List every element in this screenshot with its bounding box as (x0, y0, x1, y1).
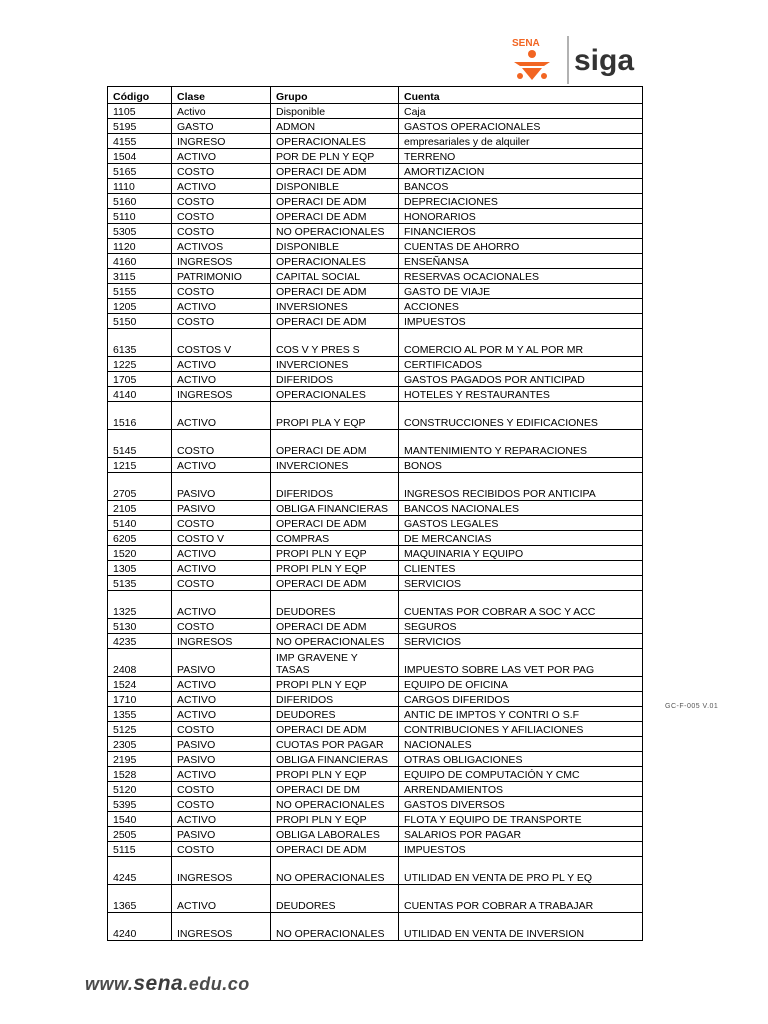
cell-account: DE MERCANCIAS (399, 531, 643, 546)
cell-code: 5395 (108, 797, 172, 812)
table-header-row (108, 87, 643, 104)
cell-group: DEUDORES (271, 885, 399, 913)
cell-group: INVERCIONES (271, 458, 399, 473)
cell-code: 5125 (108, 722, 172, 737)
cell-account: NACIONALES (399, 737, 643, 752)
cell-code: 5140 (108, 516, 172, 531)
table-row (108, 591, 643, 619)
cell-group: OPERACI DE ADM (271, 576, 399, 591)
cell-group: NO OPERACIONALES (271, 913, 399, 941)
cell-code: 1516 (108, 402, 172, 430)
table-row (108, 119, 643, 134)
cell-class: Activo (172, 104, 271, 119)
cell-code: 1520 (108, 546, 172, 561)
table-row (108, 372, 643, 387)
table-row (108, 842, 643, 857)
cell-class: ACTIVO (172, 458, 271, 473)
cell-class: PASIVO (172, 737, 271, 752)
cell-account: CARGOS DIFERIDOS (399, 692, 643, 707)
cell-code: 5130 (108, 619, 172, 634)
cell-class: ACTIVO (172, 149, 271, 164)
table-row (108, 634, 643, 649)
cell-code: 1705 (108, 372, 172, 387)
table-row (108, 402, 643, 430)
header-account: Cuenta (399, 87, 643, 104)
cell-class: INGRESOS (172, 254, 271, 269)
cell-code: 5110 (108, 209, 172, 224)
table-row (108, 782, 643, 797)
cell-class: ACTIVO (172, 372, 271, 387)
cell-class: ACTIVO (172, 812, 271, 827)
cell-code: 5160 (108, 194, 172, 209)
table-body (108, 104, 643, 941)
table-row (108, 737, 643, 752)
cell-account: CUENTAS POR COBRAR A SOC Y ACC (399, 591, 643, 619)
cell-account: SERVICIOS (399, 576, 643, 591)
cell-account: INGRESOS RECIBIDOS POR ANTICIPA (399, 473, 643, 501)
cell-group: NO OPERACIONALES (271, 797, 399, 812)
cell-group: OPERACIONALES (271, 134, 399, 149)
cell-class: PASIVO (172, 473, 271, 501)
cell-code: 1205 (108, 299, 172, 314)
cell-class: ACTIVO (172, 591, 271, 619)
cell-group: OPERACI DE ADM (271, 209, 399, 224)
cell-code: 6205 (108, 531, 172, 546)
logo-siga-text: siga (574, 44, 635, 77)
table-row (108, 707, 643, 722)
table-row (108, 269, 643, 284)
table-row (108, 164, 643, 179)
cell-group: IMP GRAVENE Y TASAS (271, 649, 399, 677)
cell-account: TERRENO (399, 149, 643, 164)
cell-code: 4140 (108, 387, 172, 402)
cell-code: 1710 (108, 692, 172, 707)
table-row (108, 677, 643, 692)
cell-account: CERTIFICADOS (399, 357, 643, 372)
cell-account: ARRENDAMIENTOS (399, 782, 643, 797)
cell-code: 5115 (108, 842, 172, 857)
logo-sena-text: SENA (512, 38, 540, 49)
cell-class: ACTIVO (172, 692, 271, 707)
cell-code: 2305 (108, 737, 172, 752)
table-row (108, 314, 643, 329)
cell-class: INGRESO (172, 134, 271, 149)
cell-code: 5135 (108, 576, 172, 591)
cell-group: OPERACI DE ADM (271, 619, 399, 634)
table-row (108, 387, 643, 402)
table-row (108, 561, 643, 576)
cell-class: ACTIVO (172, 885, 271, 913)
table-row (108, 149, 643, 164)
cell-code: 5305 (108, 224, 172, 239)
table-row (108, 329, 643, 357)
cell-code: 5195 (108, 119, 172, 134)
cell-account: SALARIOS POR PAGAR (399, 827, 643, 842)
table-row (108, 619, 643, 634)
cell-class: ACTIVO (172, 561, 271, 576)
cell-code: 4240 (108, 913, 172, 941)
table-row (108, 239, 643, 254)
table-row (108, 827, 643, 842)
cell-class: ACTIVO (172, 677, 271, 692)
cell-class: COSTO V (172, 531, 271, 546)
cell-account: ENSEÑANSA (399, 254, 643, 269)
table-row (108, 752, 643, 767)
table-row (108, 797, 643, 812)
table-row (108, 179, 643, 194)
cell-group: OPERACI DE ADM (271, 430, 399, 458)
table-row (108, 299, 643, 314)
cell-class: COSTO (172, 194, 271, 209)
cell-account: GASTOS PAGADOS POR ANTICIPAD (399, 372, 643, 387)
cell-account: CLIENTES (399, 561, 643, 576)
table-row (108, 546, 643, 561)
cell-group: PROPI PLA Y EQP (271, 402, 399, 430)
cell-account: ANTIC DE IMPTOS Y CONTRI O S.F (399, 707, 643, 722)
table-row (108, 576, 643, 591)
cell-group: CAPITAL SOCIAL (271, 269, 399, 284)
cell-account: BANCOS (399, 179, 643, 194)
cell-group: OPERACI DE ADM (271, 284, 399, 299)
cell-group: OPERACI DE DM (271, 782, 399, 797)
cell-code: 1215 (108, 458, 172, 473)
cell-account: DEPRECIACIONES (399, 194, 643, 209)
cell-code: 1504 (108, 149, 172, 164)
table-row (108, 531, 643, 546)
cell-group: PROPI PLN Y EQP (271, 812, 399, 827)
cell-account: RESERVAS OCACIONALES (399, 269, 643, 284)
cell-code: 4155 (108, 134, 172, 149)
table-row (108, 722, 643, 737)
cell-group: COS V Y PRES S (271, 329, 399, 357)
cell-class: COSTO (172, 314, 271, 329)
cell-code: 2408 (108, 649, 172, 677)
cell-code: 1365 (108, 885, 172, 913)
footer-prefix: www. (85, 974, 134, 994)
cell-code: 4245 (108, 857, 172, 885)
cell-group: OBLIGA FINANCIERAS (271, 752, 399, 767)
cell-account: OTRAS OBLIGACIONES (399, 752, 643, 767)
cell-code: 4235 (108, 634, 172, 649)
cell-account: CONSTRUCCIONES Y EDIFICACIONES (399, 402, 643, 430)
cell-group: OPERACIONALES (271, 387, 399, 402)
cell-account: GASTOS OPERACIONALES (399, 119, 643, 134)
cell-group: OPERACI DE ADM (271, 164, 399, 179)
cell-group: OPERACI DE ADM (271, 194, 399, 209)
cell-class: COSTO (172, 619, 271, 634)
cell-group: INVERCIONES (271, 357, 399, 372)
form-code-label: GC-F-005 V.01 (665, 703, 719, 710)
cell-group: POR DE PLN Y EQP (271, 149, 399, 164)
table-row (108, 501, 643, 516)
cell-group: DISPONIBLE (271, 179, 399, 194)
cell-class: PASIVO (172, 501, 271, 516)
cell-account: SERVICIOS (399, 634, 643, 649)
cell-group: NO OPERACIONALES (271, 634, 399, 649)
cell-account: UTILIDAD EN VENTA DE PRO PL Y EQ (399, 857, 643, 885)
cell-account: HOTELES Y RESTAURANTES (399, 387, 643, 402)
table-row (108, 885, 643, 913)
cell-group: PROPI PLN Y EQP (271, 677, 399, 692)
table-row (108, 913, 643, 941)
cell-class: COSTO (172, 576, 271, 591)
cell-class: COSTO (172, 516, 271, 531)
cell-code: 1528 (108, 767, 172, 782)
cell-account: IMPUESTOS (399, 314, 643, 329)
cell-class: PATRIMONIO (172, 269, 271, 284)
cell-class: INGRESOS (172, 387, 271, 402)
table-row (108, 767, 643, 782)
table-row (108, 812, 643, 827)
header-code: Código (108, 87, 172, 104)
cell-code: 5145 (108, 430, 172, 458)
cell-code: 1120 (108, 239, 172, 254)
cell-account: FINANCIEROS (399, 224, 643, 239)
cell-code: 5150 (108, 314, 172, 329)
table-row (108, 692, 643, 707)
cell-group: OBLIGA FINANCIERAS (271, 501, 399, 516)
cell-group: PROPI PLN Y EQP (271, 546, 399, 561)
cell-code: 2705 (108, 473, 172, 501)
cell-group: DEUDORES (271, 591, 399, 619)
cell-group: DIFERIDOS (271, 372, 399, 387)
sena-logo-icon (508, 34, 658, 86)
cell-group: ADMON (271, 119, 399, 134)
cell-group: OPERACI DE ADM (271, 722, 399, 737)
cell-class: COSTO (172, 842, 271, 857)
cell-code: 1105 (108, 104, 172, 119)
table-row (108, 209, 643, 224)
cell-code: 1524 (108, 677, 172, 692)
cell-group: Disponible (271, 104, 399, 119)
cell-group: DISPONIBLE (271, 239, 399, 254)
sena-siga-logo (508, 34, 658, 86)
account-table (107, 86, 643, 941)
cell-account: GASTO DE VIAJE (399, 284, 643, 299)
cell-account: CUENTAS DE AHORRO (399, 239, 643, 254)
cell-account: MAQUINARIA Y EQUIPO (399, 546, 643, 561)
cell-account: HONORARIOS (399, 209, 643, 224)
cell-class: ACTIVO (172, 707, 271, 722)
cell-class: COSTO (172, 722, 271, 737)
table-row (108, 516, 643, 531)
cell-account: MANTENIMIENTO Y REPARACIONES (399, 430, 643, 458)
cell-code: 1225 (108, 357, 172, 372)
cell-group: OBLIGA LABORALES (271, 827, 399, 842)
cell-code: 1305 (108, 561, 172, 576)
footer-suffix: .edu.co (183, 974, 250, 994)
cell-account: GASTOS DIVERSOS (399, 797, 643, 812)
cell-account: CUENTAS POR COBRAR A TRABAJAR (399, 885, 643, 913)
cell-code: 2505 (108, 827, 172, 842)
cell-account: EQUIPO DE OFICINA (399, 677, 643, 692)
cell-group: OPERACIONALES (271, 254, 399, 269)
cell-class: INGRESOS (172, 913, 271, 941)
cell-code: 2195 (108, 752, 172, 767)
cell-class: ACTIVO (172, 546, 271, 561)
cell-account: EQUIPO DE COMPUTACIÓN Y CMC (399, 767, 643, 782)
cell-account: COMERCIO AL POR M Y AL POR MR (399, 329, 643, 357)
cell-group: DIFERIDOS (271, 692, 399, 707)
cell-account: IMPUESTO SOBRE LAS VET POR PAG (399, 649, 643, 677)
cell-group: DIFERIDOS (271, 473, 399, 501)
cell-class: ACTIVO (172, 179, 271, 194)
table-row (108, 134, 643, 149)
cell-account: IMPUESTOS (399, 842, 643, 857)
table-row (108, 357, 643, 372)
cell-group: OPERACI DE ADM (271, 314, 399, 329)
cell-account: GASTOS LEGALES (399, 516, 643, 531)
cell-class: COSTO (172, 209, 271, 224)
cell-class: COSTO (172, 164, 271, 179)
cell-code: 2105 (108, 501, 172, 516)
cell-account: Caja (399, 104, 643, 119)
table-row (108, 473, 643, 501)
cell-code: 5120 (108, 782, 172, 797)
cell-account: AMORTIZACION (399, 164, 643, 179)
cell-class: PASIVO (172, 827, 271, 842)
cell-class: COSTO (172, 430, 271, 458)
cell-code: 6135 (108, 329, 172, 357)
cell-class: PASIVO (172, 649, 271, 677)
table-row (108, 224, 643, 239)
cell-account: UTILIDAD EN VENTA DE INVERSION (399, 913, 643, 941)
cell-group: COMPRAS (271, 531, 399, 546)
cell-group: NO OPERACIONALES (271, 224, 399, 239)
cell-class: INGRESOS (172, 857, 271, 885)
table-row (108, 104, 643, 119)
cell-class: ACTIVOS (172, 239, 271, 254)
cell-account: ACCIONES (399, 299, 643, 314)
cell-class: COSTO (172, 284, 271, 299)
header-class: Clase (172, 87, 271, 104)
cell-group: NO OPERACIONALES (271, 857, 399, 885)
cell-class: COSTO (172, 782, 271, 797)
cell-group: OPERACI DE ADM (271, 516, 399, 531)
table-row (108, 649, 643, 677)
cell-class: COSTO (172, 797, 271, 812)
cell-account: CONTRIBUCIONES Y AFILIACIONES (399, 722, 643, 737)
cell-code: 1110 (108, 179, 172, 194)
cell-class: ACTIVO (172, 357, 271, 372)
table-row (108, 430, 643, 458)
cell-class: COSTOS V (172, 329, 271, 357)
cell-account: empresariales y de alquiler (399, 134, 643, 149)
cell-group: CUOTAS POR PAGAR (271, 737, 399, 752)
cell-group: OPERACI DE ADM (271, 842, 399, 857)
header-group: Grupo (271, 87, 399, 104)
cell-group: PROPI PLN Y EQP (271, 561, 399, 576)
cell-code: 1540 (108, 812, 172, 827)
cell-group: PROPI PLN Y EQP (271, 767, 399, 782)
cell-account: FLOTA Y EQUIPO DE TRANSPORTE (399, 812, 643, 827)
cell-class: GASTO (172, 119, 271, 134)
cell-group: INVERSIONES (271, 299, 399, 314)
cell-code: 5165 (108, 164, 172, 179)
cell-class: ACTIVO (172, 767, 271, 782)
table-row (108, 194, 643, 209)
cell-class: PASIVO (172, 752, 271, 767)
cell-code: 1355 (108, 707, 172, 722)
cell-code: 3115 (108, 269, 172, 284)
table-row (108, 857, 643, 885)
cell-account: BONOS (399, 458, 643, 473)
cell-class: INGRESOS (172, 634, 271, 649)
cell-code: 4160 (108, 254, 172, 269)
footer-website (85, 972, 250, 996)
cell-group: DEUDORES (271, 707, 399, 722)
footer-brand: sena (133, 972, 184, 995)
cell-code: 1325 (108, 591, 172, 619)
cell-code: 5155 (108, 284, 172, 299)
cell-class: COSTO (172, 224, 271, 239)
table-row (108, 254, 643, 269)
cell-class: ACTIVO (172, 402, 271, 430)
table-row (108, 458, 643, 473)
cell-account: BANCOS NACIONALES (399, 501, 643, 516)
table-row (108, 284, 643, 299)
cell-account: SEGUROS (399, 619, 643, 634)
cell-class: ACTIVO (172, 299, 271, 314)
